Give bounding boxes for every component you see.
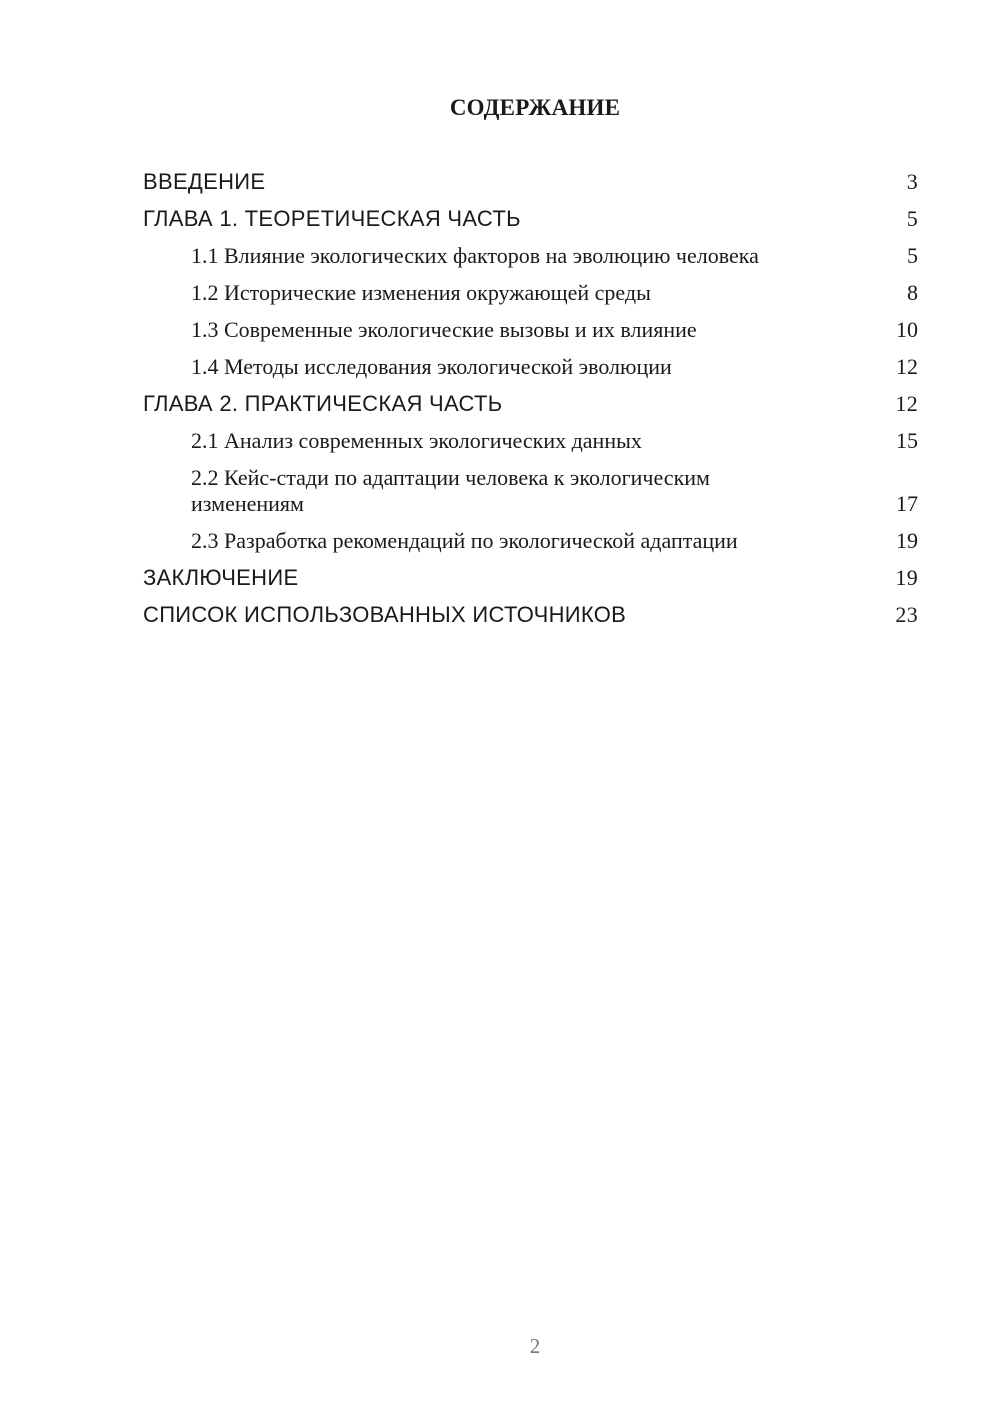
toc-entry-page: 5 xyxy=(906,206,918,231)
toc-entry-label: 1.1 Влияние экологических факторов на эволюцию человека xyxy=(191,243,759,268)
toc-entry-page: 12 xyxy=(896,354,918,379)
toc-entry-introduction[interactable] xyxy=(143,169,918,195)
toc-entry-section-2-1[interactable] xyxy=(143,428,918,454)
toc-entry-page: 5 xyxy=(907,243,918,268)
toc-entry-section-1-3[interactable] xyxy=(143,317,918,343)
toc-entry-page: 3 xyxy=(906,169,918,194)
toc-entry-label: ВВЕДЕНИЕ xyxy=(143,169,266,194)
toc-entry-label: 1.3 Современные экологические вызовы и их влияние xyxy=(191,317,697,342)
toc-entry-section-1-4[interactable] xyxy=(143,354,918,380)
toc-entry-label: 2.1 Анализ современных экологических данных xyxy=(191,428,642,453)
toc-entry-page: 10 xyxy=(896,317,918,342)
toc-entry-page: 15 xyxy=(896,428,918,453)
toc-entry-conclusion[interactable] xyxy=(143,565,918,591)
toc-entry-label: 1.4 Методы исследования экологической эволюции xyxy=(191,354,672,379)
toc-entry-page: 12 xyxy=(895,391,918,416)
toc-entry-page: 23 xyxy=(895,602,918,627)
toc-entry-chapter-2[interactable] xyxy=(143,391,918,417)
toc-entry-label: СПИСОК ИСПОЛЬЗОВАННЫХ ИСТОЧНИКОВ xyxy=(143,602,627,627)
toc-entry-label: ЗАКЛЮЧЕНИЕ xyxy=(143,565,299,590)
toc-entry-page: 17 xyxy=(896,491,918,516)
toc-title: СОДЕРЖАНИЕ xyxy=(449,95,621,120)
toc-entry-label: 1.2 Исторические изменения окружающей среды xyxy=(191,280,651,305)
toc-entry-section-1-2[interactable] xyxy=(143,280,918,306)
toc-entry-section-2-3[interactable] xyxy=(143,528,918,554)
toc-entry-label: ГЛАВА 1. ТЕОРЕТИЧЕСКАЯ ЧАСТЬ xyxy=(143,206,521,231)
page-number: 2 xyxy=(529,1334,541,1358)
toc-entry-label: ГЛАВА 2. ПРАКТИЧЕСКАЯ ЧАСТЬ xyxy=(143,391,503,416)
toc-entry-chapter-1[interactable] xyxy=(143,206,918,232)
toc-entry-page: 19 xyxy=(895,565,918,590)
toc-entry-label: 2.2 Кейс-стади по адаптации человека к экологическим изменениям xyxy=(191,465,710,516)
toc-entry-label: 2.3 Разработка рекомендаций по экологической адаптации xyxy=(191,528,738,553)
toc-entry-references[interactable] xyxy=(143,602,918,628)
toc-entry-section-2-2[interactable] xyxy=(143,465,918,517)
toc-entry-page: 8 xyxy=(907,280,918,305)
toc-list xyxy=(143,169,918,639)
toc-entry-section-1-1[interactable] xyxy=(143,243,918,269)
toc-entry-page: 19 xyxy=(896,528,918,553)
